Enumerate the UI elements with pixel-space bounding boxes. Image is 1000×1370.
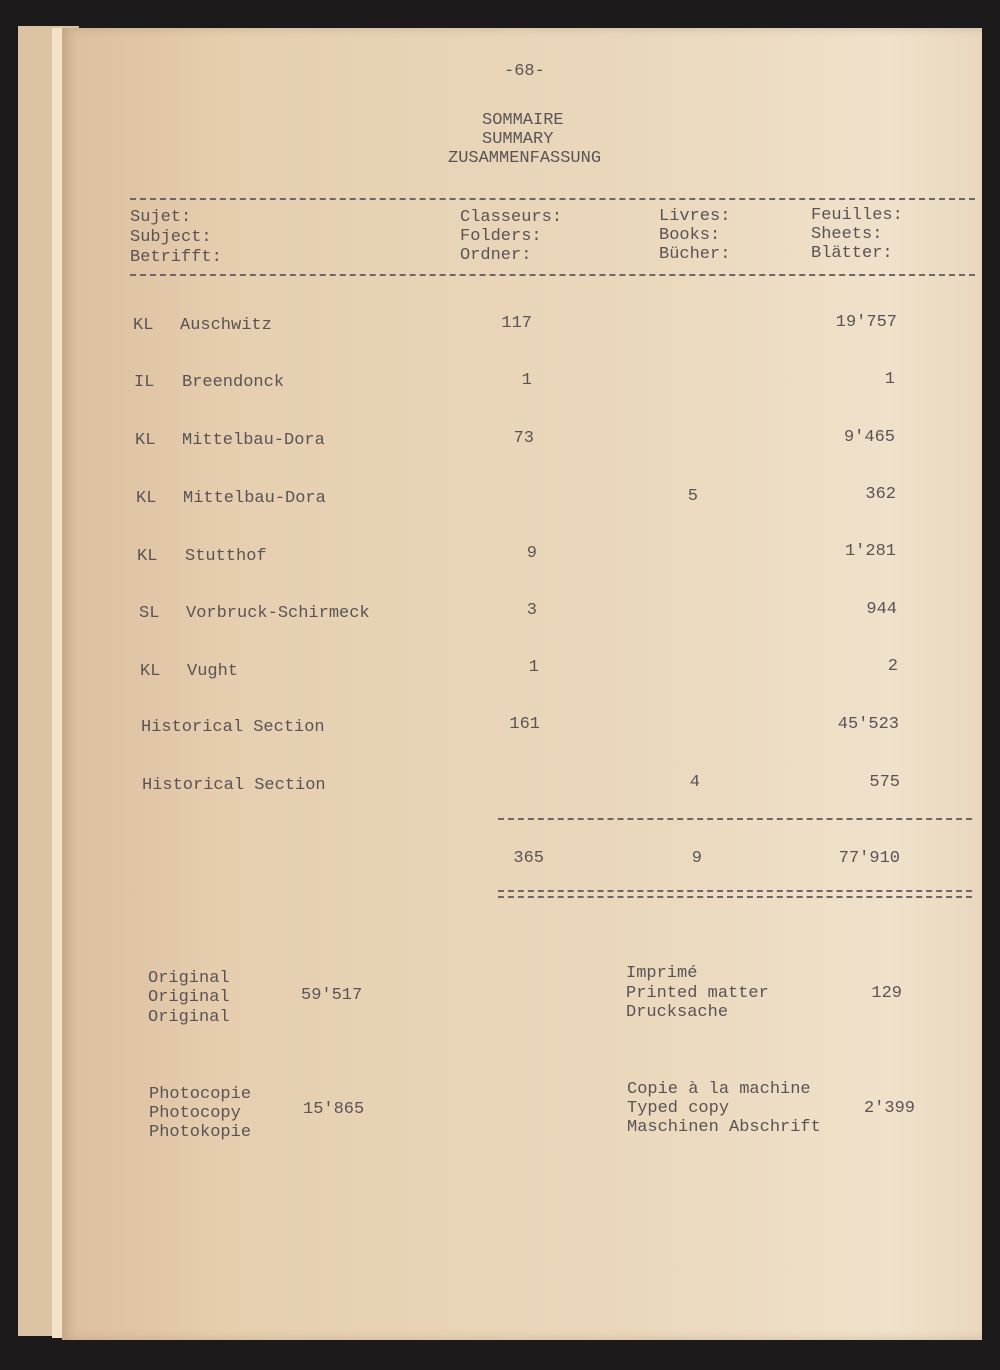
row-sheets: 19'757 — [835, 313, 897, 332]
header-sheets-de: Blätter: — [811, 244, 893, 263]
row-prefix: KL — [135, 431, 156, 450]
original-label-en: Original — [148, 988, 230, 1007]
row-sheets: 2 — [887, 657, 898, 676]
header-subject-fr: Sujet: — [130, 208, 192, 227]
row-prefix: KL — [140, 662, 161, 681]
row-sheets: 944 — [866, 600, 897, 619]
total-books: 9 — [691, 849, 702, 868]
row-folders: 117 — [501, 314, 532, 333]
row-folders: 3 — [526, 601, 537, 620]
row-folders: 1 — [528, 658, 539, 677]
row-sheets: 362 — [865, 485, 896, 504]
printed-value: 129 — [871, 984, 902, 1003]
title-fr: SOMMAIRE — [482, 111, 564, 130]
printed-label-de: Drucksache — [626, 1003, 729, 1022]
row-prefix: SL — [139, 604, 160, 623]
row-prefix: KL — [137, 547, 158, 566]
row-sheets: 9'465 — [843, 428, 895, 447]
header-rule-top — [130, 198, 975, 200]
photocopy-label-en: Photocopy — [149, 1104, 241, 1123]
photocopy-label-fr: Photocopie — [149, 1085, 252, 1104]
row-books: 4 — [689, 773, 700, 792]
typed-label-de: Maschinen Abschrift — [627, 1118, 821, 1137]
row-books: 5 — [687, 487, 698, 506]
original-value: 59'517 — [301, 986, 363, 1005]
header-sheets-fr: Feuilles: — [811, 206, 903, 225]
row-folders: 161 — [509, 715, 540, 734]
header-rule-bottom — [130, 274, 975, 276]
original-label-de: Original — [148, 1008, 230, 1027]
totals-rule — [498, 818, 972, 820]
document-page — [62, 28, 982, 1340]
photocopy-label-de: Photokopie — [149, 1123, 252, 1142]
row-name: Mittelbau-Dora — [182, 431, 325, 450]
row-folders: 73 — [513, 429, 534, 448]
header-books-en: Books: — [659, 226, 721, 245]
total-folders: 365 — [513, 849, 544, 868]
row-sheets: 575 — [869, 773, 900, 792]
row-folders: 1 — [521, 371, 532, 390]
row-name: Breendonck — [182, 373, 285, 392]
row-name: Historical Section — [141, 718, 325, 737]
header-sheets-en: Sheets: — [811, 225, 883, 244]
photocopy-value: 15'865 — [303, 1100, 365, 1119]
header-books-de: Bücher: — [659, 245, 731, 264]
row-folders: 9 — [526, 544, 537, 563]
typed-label-en: Typed copy — [627, 1099, 730, 1118]
header-subject-de: Betrifft: — [130, 248, 222, 267]
row-name: Historical Section — [142, 776, 326, 795]
row-prefix: KL — [133, 316, 154, 335]
row-name: Mittelbau-Dora — [183, 489, 326, 508]
total-sheets: 77'910 — [838, 849, 900, 868]
title-de: ZUSAMMENFASSUNG — [448, 149, 602, 168]
page-number: -68- — [504, 62, 545, 81]
row-sheets: 45'523 — [837, 715, 899, 734]
row-name: Auschwitz — [180, 316, 272, 335]
typed-value: 2'399 — [863, 1099, 915, 1118]
row-sheets: 1 — [884, 370, 895, 389]
totals-double-rule — [498, 890, 972, 898]
printed-label-fr: Imprimé — [626, 964, 698, 983]
row-name: Stutthof — [185, 547, 267, 566]
row-prefix: IL — [134, 373, 155, 392]
row-prefix: KL — [136, 489, 157, 508]
row-name: Vorbruck-Schirmeck — [186, 604, 370, 623]
row-sheets: 1'281 — [844, 542, 896, 561]
header-folders-en: Folders: — [460, 227, 542, 246]
row-name: Vught — [187, 662, 239, 681]
header-subject-en: Subject: — [130, 228, 212, 247]
header-folders-de: Ordner: — [460, 246, 532, 265]
original-label-fr: Original — [148, 969, 230, 988]
printed-label-en: Printed matter — [626, 984, 769, 1003]
header-books-fr: Livres: — [659, 207, 731, 226]
typed-label-fr: Copie à la machine — [627, 1080, 811, 1099]
header-folders-fr: Classeurs: — [460, 208, 563, 227]
title-en: SUMMARY — [482, 130, 554, 149]
